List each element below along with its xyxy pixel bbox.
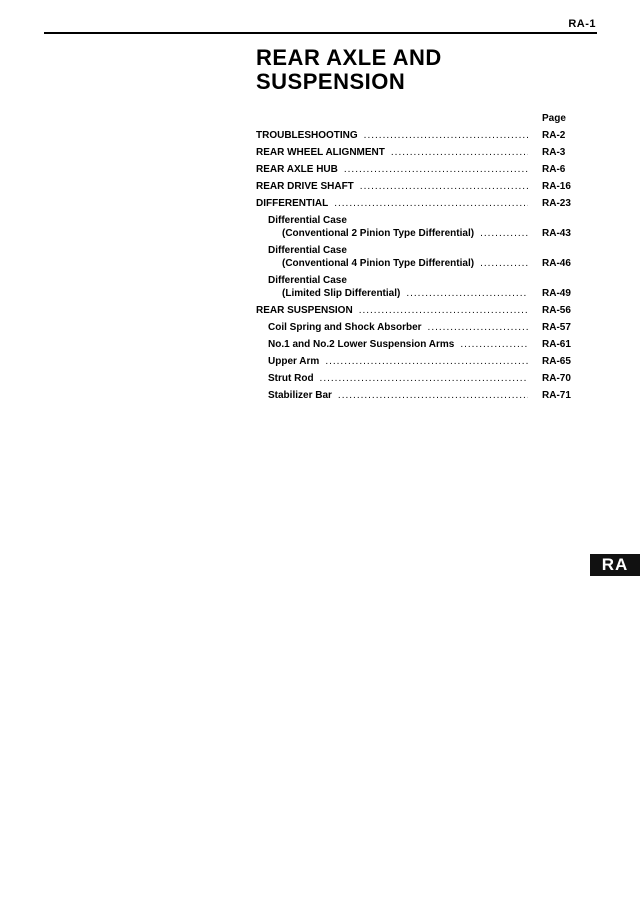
dot-leader bbox=[344, 163, 528, 176]
toc-entry-label: DIFFERENTIAL bbox=[256, 198, 329, 209]
toc-entry-page: RA-6 bbox=[542, 164, 566, 175]
toc-entry-sublabel: (Limited Slip Differential) bbox=[282, 288, 401, 299]
table-of-contents bbox=[256, 129, 576, 406]
toc-entry-troubleshooting[interactable] bbox=[256, 129, 576, 142]
toc-entry-page: RA-2 bbox=[542, 130, 566, 141]
title-line-1: REAR AXLE AND bbox=[256, 45, 442, 70]
toc-entry-page: RA-43 bbox=[542, 228, 571, 239]
toc-entry-page: RA-46 bbox=[542, 258, 571, 269]
toc-entry-differential-case-2-pinion[interactable] bbox=[256, 214, 576, 240]
toc-entry-label: Differential Case bbox=[268, 245, 347, 256]
toc-entry-label: REAR DRIVE SHAFT bbox=[256, 181, 354, 192]
title-line-2: SUSPENSION bbox=[256, 69, 406, 94]
dot-leader bbox=[359, 304, 528, 317]
toc-entry-upper-arm[interactable] bbox=[256, 355, 576, 368]
toc-entry-sublabel: (Conventional 4 Pinion Type Differential) bbox=[282, 258, 475, 269]
toc-entry-stabilizer-bar[interactable] bbox=[256, 389, 576, 402]
toc-entry-page: RA-49 bbox=[542, 288, 571, 299]
page-number: RA-1 bbox=[568, 18, 596, 30]
header-rule bbox=[44, 32, 597, 34]
toc-entry-page: RA-57 bbox=[542, 322, 571, 333]
toc-entry-lower-suspension-arms[interactable] bbox=[256, 338, 576, 351]
dot-leader bbox=[338, 389, 528, 402]
toc-entry-label: Strut Rod bbox=[268, 373, 314, 384]
toc-entry-coil-spring-shock-absorber[interactable] bbox=[256, 321, 576, 334]
dot-leader bbox=[360, 180, 528, 193]
toc-entry-differential[interactable] bbox=[256, 197, 576, 210]
toc-entry-label: Coil Spring and Shock Absorber bbox=[268, 322, 422, 333]
toc-entry-rear-suspension[interactable] bbox=[256, 304, 576, 317]
toc-entry-label: Differential Case bbox=[268, 275, 347, 286]
dot-leader bbox=[480, 257, 528, 270]
dot-leader bbox=[406, 287, 528, 300]
toc-entry-label: REAR WHEEL ALIGNMENT bbox=[256, 147, 385, 158]
dot-leader bbox=[480, 227, 528, 240]
page-column-label: Page bbox=[542, 113, 566, 124]
toc-entry-strut-rod[interactable] bbox=[256, 372, 576, 385]
toc-entry-label: TROUBLESHOOTING bbox=[256, 130, 358, 141]
dot-leader bbox=[428, 321, 528, 334]
page-title bbox=[256, 46, 586, 94]
toc-entry-label: Differential Case bbox=[268, 215, 347, 226]
toc-entry-label: REAR AXLE HUB bbox=[256, 164, 338, 175]
toc-entry-page: RA-16 bbox=[542, 181, 571, 192]
dot-leader bbox=[391, 146, 528, 159]
toc-entry-label: Stabilizer Bar bbox=[268, 390, 332, 401]
dot-leader bbox=[364, 129, 528, 142]
toc-entry-page: RA-3 bbox=[542, 147, 566, 158]
toc-entry-page: RA-56 bbox=[542, 305, 571, 316]
section-tab: RA bbox=[590, 554, 640, 576]
toc-entry-page: RA-71 bbox=[542, 390, 571, 401]
dot-leader bbox=[460, 338, 528, 351]
toc-entry-differential-case-limited-slip[interactable] bbox=[256, 274, 576, 300]
dot-leader bbox=[320, 372, 528, 385]
toc-entry-page: RA-70 bbox=[542, 373, 571, 384]
toc-entry-rear-axle-hub[interactable] bbox=[256, 163, 576, 176]
toc-entry-label: REAR SUSPENSION bbox=[256, 305, 353, 316]
toc-entry-rear-drive-shaft[interactable] bbox=[256, 180, 576, 193]
toc-entry-label: No.1 and No.2 Lower Suspension Arms bbox=[268, 339, 455, 350]
dot-leader bbox=[334, 197, 528, 210]
toc-entry-differential-case-4-pinion[interactable] bbox=[256, 244, 576, 270]
toc-entry-label: Upper Arm bbox=[268, 356, 320, 367]
toc-entry-sublabel: (Conventional 2 Pinion Type Differential) bbox=[282, 228, 475, 239]
toc-entry-page: RA-23 bbox=[542, 198, 571, 209]
toc-entry-page: RA-65 bbox=[542, 356, 571, 367]
dot-leader bbox=[325, 355, 528, 368]
toc-entry-page: RA-61 bbox=[542, 339, 571, 350]
toc-entry-rear-wheel-alignment[interactable] bbox=[256, 146, 576, 159]
